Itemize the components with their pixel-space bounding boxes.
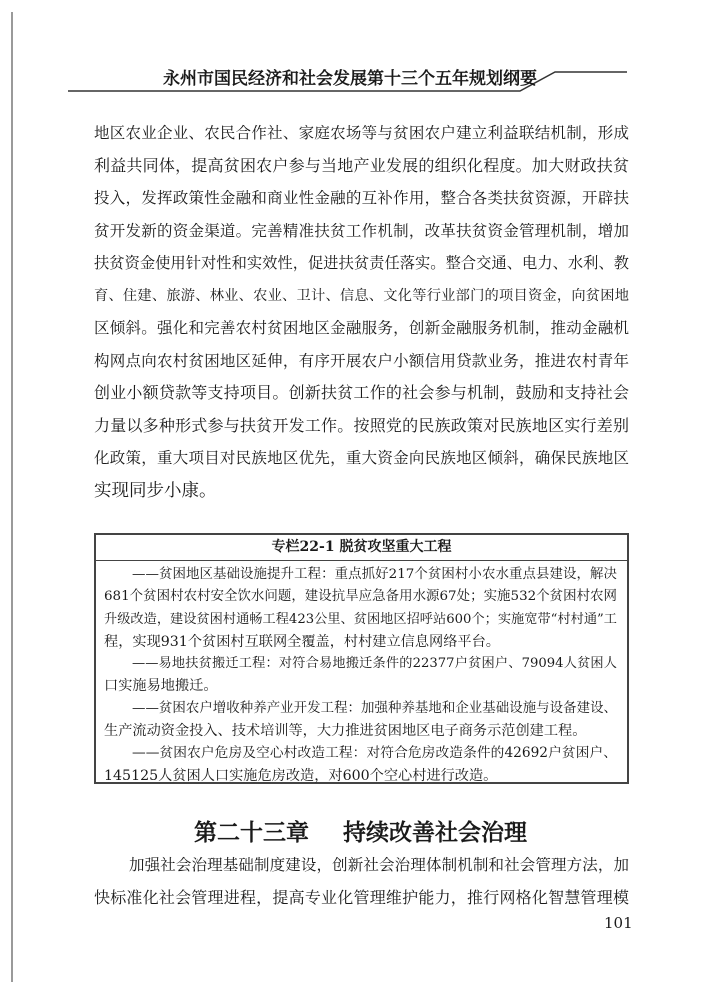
running-title: 永州市国民经济和社会发展第十三个五年规划纲要 [163,69,537,89]
box-line: 145125人贫困人口实施危房改造，对600个空心村进行改造。 [104,767,498,784]
page-number: 101 [604,914,633,932]
body-line: 实现同步小康。 [94,480,217,501]
box-line: 程，实现931个贫困村互联网全覆盖，村村建立信息网络平台。 [104,633,500,650]
box-line: ——贫困地区基础设施提升工程：重点抓好217个贫困村小农水重点县建设，解决 [132,567,617,582]
body-line: 加强社会治理基础制度建设，创新社会治理体制机制和社会管理方法，加 [129,856,629,874]
box-line: 口实施易地搬迁。 [104,678,218,695]
box-body [96,561,627,787]
body-line: 贫开发新的资金渠道。完善精准扶贫工作机制，改革扶贫资金管理机制，增加 [94,221,629,240]
box-line: 生产流动资金投入、技术培训等，大力推进贫困地区电子商务示范创建工程。 [104,723,587,740]
body-line: 构网点向农村贫困地区延伸，有序开展农户小额信用贷款业务，推进农村青年 [94,351,629,370]
box-line: 升级改造，建设贫困村通畅工程423公里、贫困地区招呼站600个；实施宽带“村村通”工 [104,611,617,627]
body-line: 扶贫资金使用针对性和实效性，促进扶贫责任落实。整合交通、电力、水利、教 [94,254,629,272]
body-line: 创业小额贷款等支持项目。创新扶贫工作的社会参与机制，鼓励和支持社会 [94,383,629,402]
body-line: 力量以多种形式参与扶贫开发工作。按照党的民族政策对民族地区实行差别 [94,415,629,435]
box-title: 专栏22-1 脱贫攻坚重大工程 [96,535,627,561]
body-line: 化政策，重大项目对民族地区优先，重大资金向民族地区倾斜，确保民族地区 [94,449,629,467]
box-line: ——贫困农户危房及空心村改造工程：对符合危房改造条件的42692户贫困户、 [132,745,617,762]
chapter-number: 第二十三章 [193,820,309,846]
body-line: 投入，发挥政策性金融和商业性金融的互补作用，整合各类扶贫资源，开辟扶 [94,189,629,207]
body-line: 利益共同体，提高贫困农户参与当地产业发展的组织化程度。加大财政扶贫 [94,155,629,175]
box-line: ——易地扶贫搬迁工程：对符合易地搬迁条件的22377户贫困户、79094人贫困人 [132,656,617,672]
box-line: 681个贫困村农村安全饮水问题，建设抗旱应急备用水源67处；实施532个贫困村农网 [104,589,617,605]
body-line: 快标准化社会管理进程，提高专业化管理维护能力，推行网格化智慧管理模 [94,887,629,907]
feature-box [94,533,629,784]
chapter-heading [0,814,721,847]
box-line: ——贫困农户增收种养产业开发工程：加强种养基地和企业基础设施与设备建设、 [132,700,617,716]
chapter-title: 持续改善社会治理 [343,820,528,846]
running-header [0,62,721,102]
body-line: 育、住建、旅游、林业、农业、卫计、信息、文化等行业部门的项目资金，向贫困地 [94,287,629,304]
chapter-paragraph [94,849,629,914]
body-line: 区倾斜。强化和完善农村贫困地区金融服务，创新金融服务机制，推动金融机 [94,319,629,337]
body-line: 地区农业企业、农民合作社、家庭农场等与贫困农户建立利益联结机制，形成 [94,124,629,142]
body-paragraph [94,117,629,507]
